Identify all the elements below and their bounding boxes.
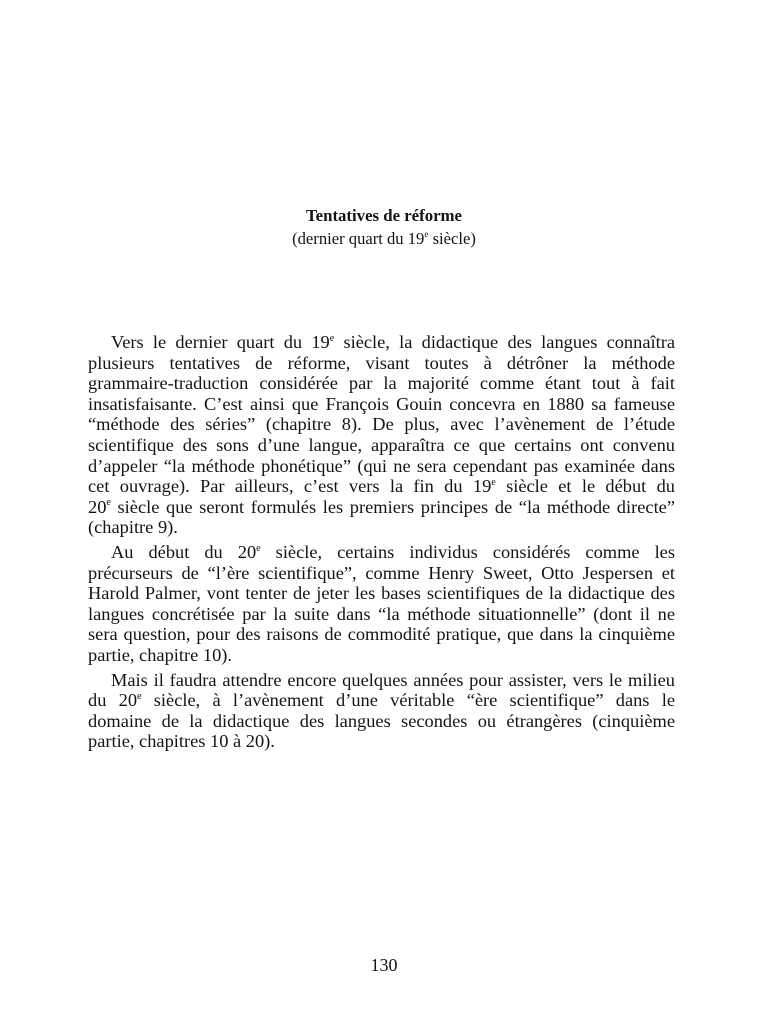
text-line: partie, chapitres 10 à 20). (88, 731, 275, 752)
text-line: scientifique des sons d’une langue, apparaîtra ce que certains ont convenu (88, 434, 675, 455)
text-line: domaine de la didactique des langues secondes ou étrangères (cinquième (88, 710, 675, 731)
superscript: e (106, 497, 111, 509)
line-text: siècle, à l’avènement d’une véritable “ère scientifique” dans le (141, 690, 675, 711)
line-text: cet ouvrage). Par ailleurs, c’est vers la fin du 19 (88, 476, 492, 497)
line-text: siècle que seront formulés les premiers principes de “la méthode directe” (110, 496, 675, 517)
text-line: précurseurs de “l’ère scientifique”, comme Henry Sweet, Otto Jespersen et (88, 562, 675, 583)
superscript: e (329, 332, 335, 344)
text-line: insatisfaisante. C’est ainsi que François Gouin concevra en 1880 sa fameuse (88, 393, 675, 414)
paragraph (88, 332, 675, 538)
page-number: 130 (370, 955, 398, 975)
section-heading (0, 205, 768, 250)
section-subtitle (0, 228, 768, 250)
line-text: siècle, la didactique des langues connaîtra (334, 332, 675, 352)
subtitle-text: (dernier quart du 19 (292, 229, 425, 248)
text-line: grammaire-traduction considérée par la majorité comme étant tout à fait (88, 373, 675, 394)
section-title: Tentatives de réforme (306, 206, 462, 225)
body-text (88, 332, 675, 752)
text-line (88, 690, 675, 711)
text-line: sera question, pour des raisons de commodité pratique, que dans la cinquième (88, 624, 675, 645)
text-line: partie, chapitre 10). (88, 644, 232, 665)
line-text: Vers le dernier quart du 19 (111, 332, 330, 352)
superscript: e (424, 229, 429, 240)
text-line: d’appeler “la méthode phonétique” (qui ne sera cependant pas examinée dans (88, 455, 675, 476)
superscript: e (491, 476, 496, 488)
line-text: Au début du 20 (111, 541, 257, 562)
line-text: du 20 (88, 690, 138, 711)
text-line: (chapitre 9). (88, 517, 178, 538)
text-line (88, 332, 675, 353)
text-line (88, 542, 675, 563)
text-line: langues concrétisée par la suite dans “la méthode situationnelle” (dont il ne (88, 603, 675, 624)
line-text: siècle, certains individus considérés comme les (260, 541, 675, 562)
text-line (88, 476, 675, 497)
line-text: siècle et le début du (495, 476, 675, 497)
text-line: “méthode des séries” (chapitre 8). De plus, avec l’avènement de l’étude (88, 414, 675, 435)
line-text: 20 (88, 496, 107, 517)
text-line (88, 497, 675, 518)
subtitle-text: siècle) (428, 229, 476, 248)
paragraph (88, 670, 675, 752)
text-line: plusieurs tentatives de réforme, visant toutes à détrôner la méthode (88, 352, 675, 373)
paragraph (88, 542, 675, 666)
text-line: Harold Palmer, vont tenter de jeter les bases scientifiques de la didactique des (88, 583, 675, 604)
text-line: Mais il faudra attendre encore quelques années pour assister, vers le milieu (111, 669, 675, 690)
superscript: e (137, 690, 142, 702)
superscript: e (256, 542, 261, 554)
